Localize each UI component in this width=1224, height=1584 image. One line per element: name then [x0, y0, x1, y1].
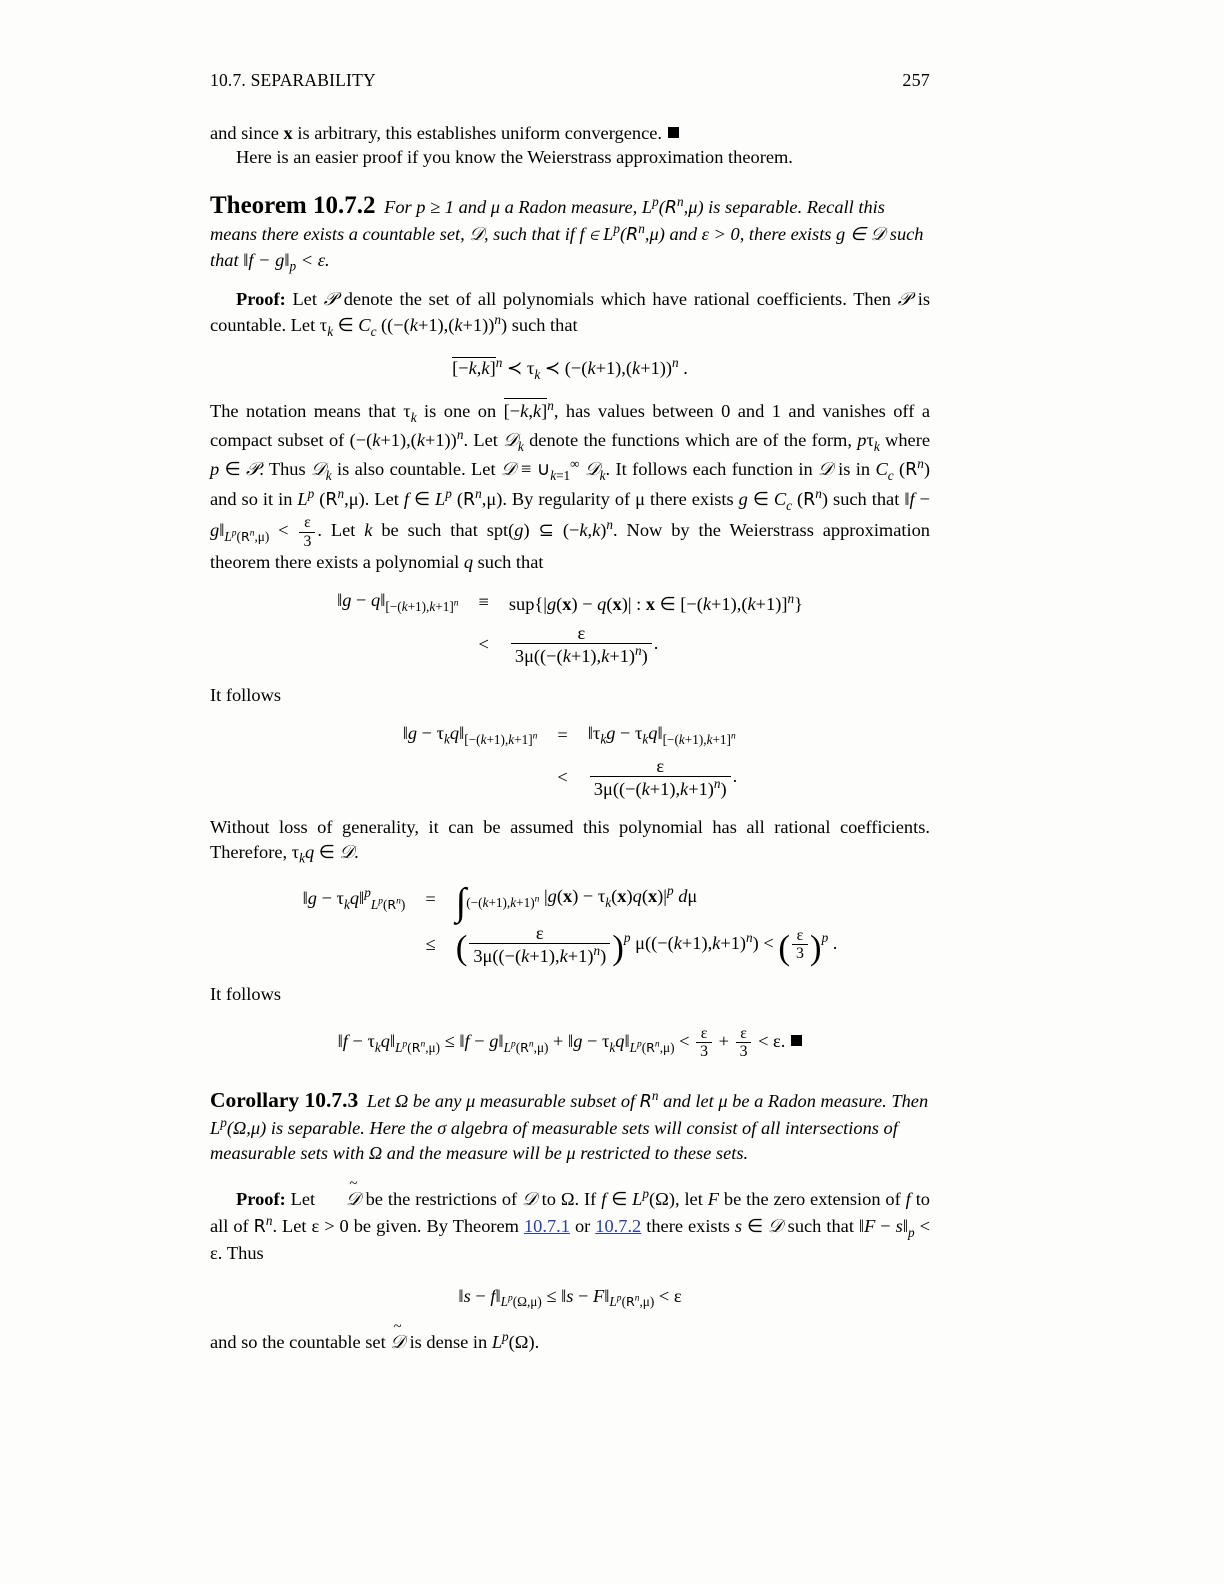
page-number: 257 — [902, 70, 930, 90]
proof-2-or: or — [574, 1215, 591, 1236]
proof-1-paragraph-a: Proof: Let 𝒫 denote the set of all polynomials which have rational coefficients. Then 𝒫 is countable. Let $\tau_k$ ∈ $C_c$ $((-(k+1),(k+1))^n)$ such that — [210, 288, 931, 340]
paragraph-dense-conclusion: and so the countable set ~ 𝒟 is dense in $L^p(\Omega)$. — [210, 1328, 930, 1355]
theorem-10-7-2 — [210, 192, 930, 275]
corollary-statement: Let Ω be any μ measurable subset of $R^n$ and let μ be a Radon measure. Then $L^p(\Omega,\mu)$ is separable. Here the σ algebra of measurable sets will consist of all intersections of measurable sets with Ω and the measure will be μ restricted to these sets. — [210, 1087, 929, 1163]
equation-4 — [210, 879, 930, 970]
theorem-label: Theorem 10.7.2 — [210, 191, 376, 219]
equation-1: $[-k,k]^n$ ≺ $\tau_k$ ≺ $(-(k+1),(k+1))^n$ . — [452, 354, 688, 382]
d-tilde-symbol-2: ~ 𝒟 — [390, 1318, 405, 1353]
corollary-label: Corollary 10.7.3 — [210, 1087, 359, 1112]
proof-1-paragraph-b: The notation means that $\tau_k$ is one on $[-k,k]^n$, has values between 0 and 1 and vanishes off a compact subset of $(-(k+1),(k+1))^n$. Let 𝒟$_k$ denote the functions which are of the form, $p\tau_k$ where p ∈ 𝒫. Thus 𝒟$_k$ is also countable. Let 𝒟 ≡ $\cup_{k=1}^\infty$ 𝒟$_k$. It follows each function in 𝒟 is in $C_c$ $(R^n)$ and so it in $L^p$ $(R^n,\mu)$. Let f ∈ $L^p$ $(R^n,\mu)$. By regularity of μ there exists g ∈ $C_c$ $(R^n)$ such that ‖f − $g‖_{L^p(R^n,\mu)}$ < $\frac{\varepsilon}{3}$ . Let k be such that spt(g) ⊆ $(-k,k)^n$. Now by the Weierstrass approximation theorem there exists a polynomial q such that — [210, 397, 931, 572]
d-tilde-symbol: ~ 𝒟 — [346, 1175, 361, 1210]
paragraph-easier-proof: Here is an easier proof if you know the Weierstrass approximation theorem. — [236, 147, 793, 168]
link-theorem-10-7-1[interactable]: 10.7.1 — [523, 1215, 570, 1236]
qed-square — [791, 1035, 802, 1046]
equation-2 — [210, 586, 930, 670]
equation-6: ‖s − $f‖_{L^p(\Omega,\mu)}$ ≤ ‖s − $F‖_{L^p(R^n,\mu)} < \varepsilon$ — [458, 1285, 682, 1310]
corollary-10-7-3 — [210, 1087, 930, 1165]
it-follows-2: It follows — [210, 984, 282, 1005]
equation-4-rhs-1: $\int_{(-(k+1),k+1)^n}$ $|g(x) - \tau_k(x)q(x)|^p$ dμ — [455, 881, 698, 924]
proof-1-paragraph-c: Without loss of generality, it can be assumed this polynomial has all rational coefficients. Therefore, $\tau_kq$ ∈ 𝒟. — [210, 817, 930, 866]
equation-2-rhs-2: $\frac{\varepsilon}{3\mu((-(k+1),k+1)^n)}$ . — [503, 619, 809, 671]
theorem-statement: For p ≥ 1 and μ a Radon measure, $L^p(R^n,\mu)$ is separable. Recall this means there exists a countable set, 𝒟, such that if f ∈ $L^p(R^n,\mu)$ and ε > 0, there exists g ∈ 𝒟 such that ‖f − $g‖_p < \varepsilon$. — [210, 193, 924, 274]
equation-4-lhs: ‖g − $\tau_kq‖^p_{L^p(R^n)}$ — [302, 885, 406, 912]
page-content — [210, 70, 930, 1355]
equation-3-rhs-2: $\frac{\varepsilon}{3\mu((-(k+1),k+1)^n)}$ . — [582, 752, 744, 804]
running-head — [210, 70, 930, 91]
it-follows-1: It follows — [210, 684, 282, 705]
equation-4-relation-1: = — [425, 888, 436, 909]
paragraph-uniform-convergence: and since x is arbitrary, this establishes uniform convergence. — [210, 121, 930, 145]
equation-2-relation-2: < — [478, 634, 489, 655]
qed-square — [668, 127, 679, 138]
equation-3-relation-2: < — [557, 767, 568, 788]
proof-label: Proof: — [236, 288, 286, 309]
equation-2-rhs-1: sup{|g(x) − q(x)| : x ∈ $[-(k+1),(k+1)]^n$} — [508, 590, 803, 614]
proof-label-2: Proof: — [236, 1189, 286, 1210]
equation-5: ‖f − $\tau_kq‖_{L^p(R^n,\mu)}$ ≤ ‖f − $g‖_{L^p(R^n,\mu)}$ + ‖g − $\tau_kq‖_{L^p(R^n,\mu)}$ < $\frac{\varepsilon}{3}$ + $\frac{\varepsilon}{3}$ < ε. — [210, 1025, 930, 1061]
equation-2-relation-1: ≡ — [478, 592, 489, 613]
equation-4-relation-2: ≤ — [425, 934, 436, 955]
link-theorem-10-7-2[interactable]: 10.7.2 — [595, 1215, 642, 1236]
equation-3-relation-1: = — [557, 724, 568, 745]
equation-3-lhs: ‖g − $\tau_kq‖_{[-(k+1),k+1]^n}$ — [402, 723, 538, 747]
proof-2-paragraph: Proof: Let ~ 𝒟 be the restrictions of 𝒟 to Ω. If f ∈ $L^p(\Omega)$, let F be the zero extension of f to all of $R^n$. Let ε > 0 be given. By Theorem 10.7.1 or 10.7.2 there exists s ∈ 𝒟 such that ‖F − $s‖_p < \varepsilon$. Thus — [210, 1175, 931, 1264]
equation-3-rhs-1: $‖\tau_kg$ − $\tau_kq‖_{[-(k+1),k+1]^n}$ — [587, 723, 736, 747]
equation-3 — [210, 719, 930, 803]
equation-4-rhs-2: ( $\frac{\varepsilon}{3\mu((-(k+1),k+1)^n)}$ )$^p$ $\mu((-(k+1),k+1)^n)$ < ( $\frac{\varepsilon}{3}$ )$^p$ . — [455, 922, 838, 967]
equation-2-lhs: ‖g − $q‖_{[-(k+1),k+1]^n}$ — [337, 590, 459, 615]
running-head-title: 10.7. SEPARABILITY — [210, 70, 376, 90]
